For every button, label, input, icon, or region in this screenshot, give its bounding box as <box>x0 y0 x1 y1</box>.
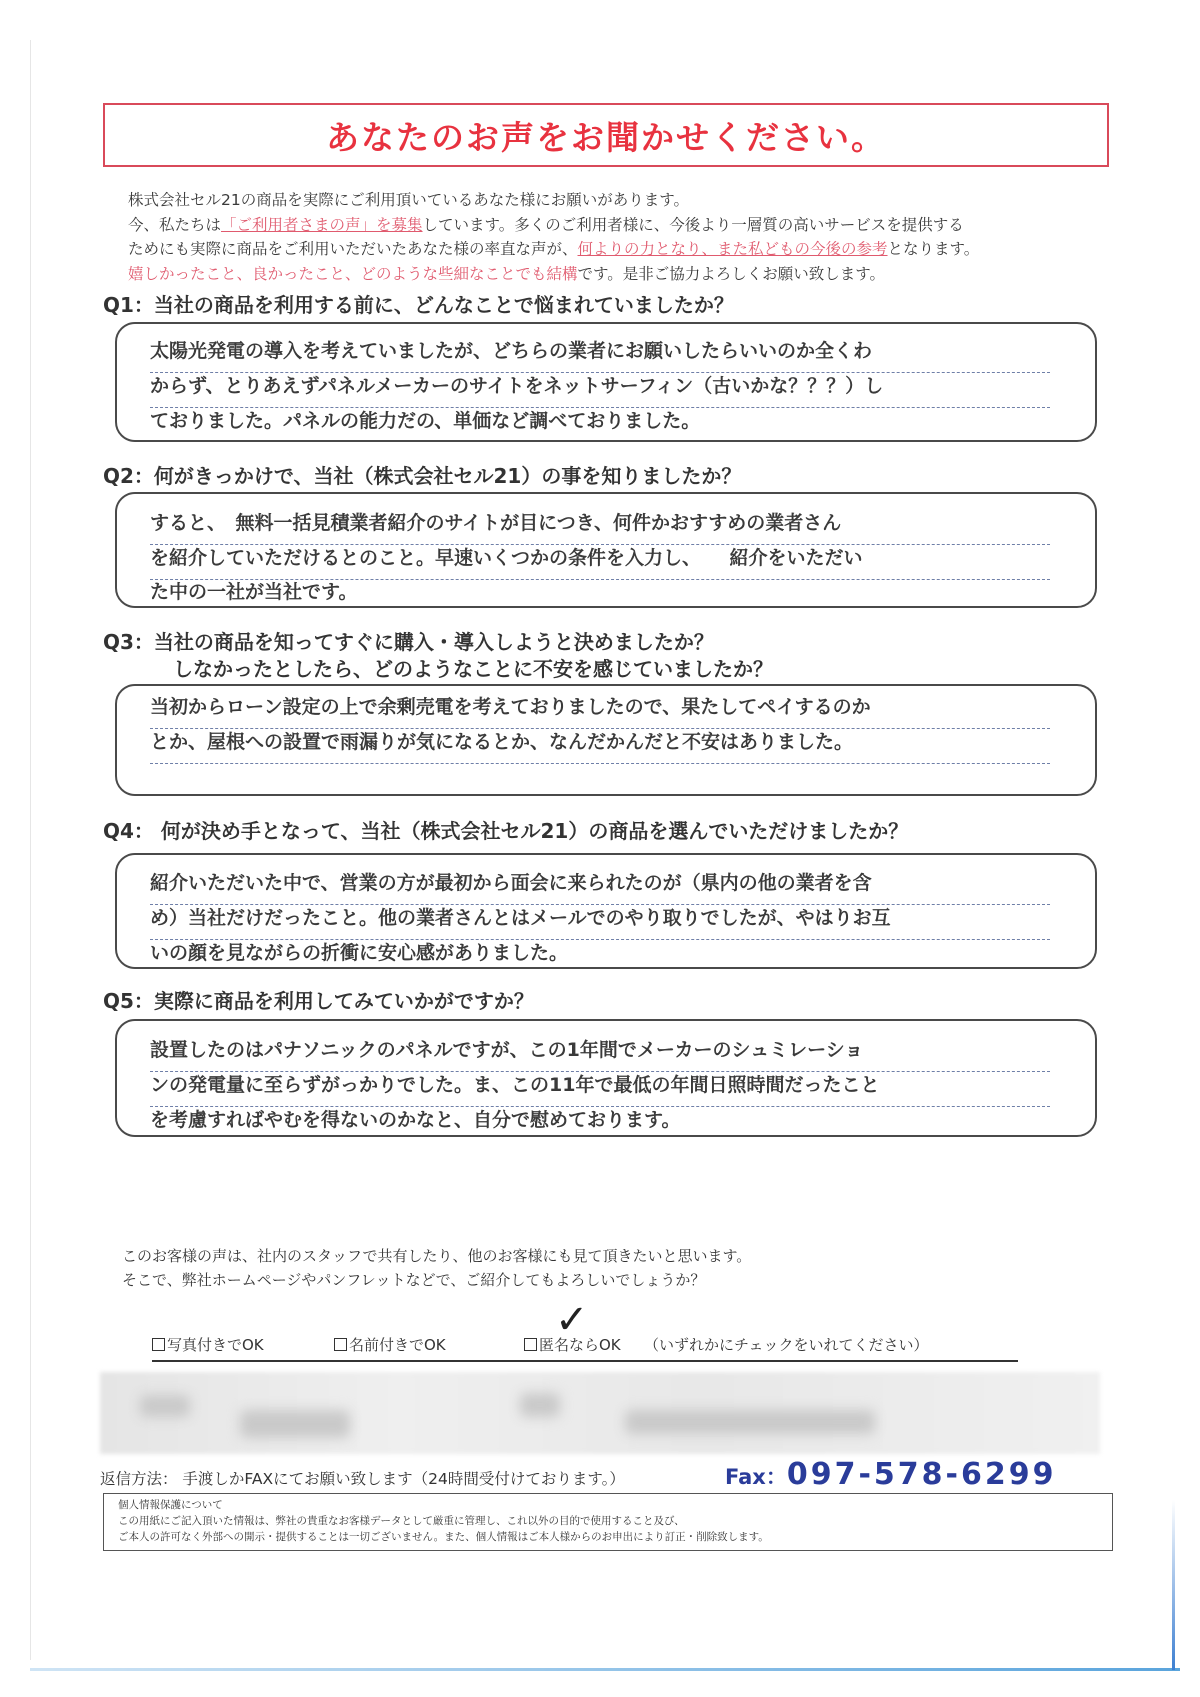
answer-3-line-2: とか、屋根への設置で雨漏りが気になるとか、なんだかんだと不安はありました。 <box>150 725 1050 764</box>
checkbox-name[interactable] <box>334 1338 347 1351</box>
question-3-label: Q3：当社の商品を知ってすぐに購入・導入しようと決めましたか？ <box>103 630 714 654</box>
checkbox-anonymous[interactable] <box>524 1338 537 1351</box>
title-box <box>103 103 1109 167</box>
answer-1-line-1: 太陽光発電の導入を考えていましたが、どちらの業者にお願いしたらいいのか全くわ <box>150 334 1050 373</box>
intro-line-3-c: となります。 <box>887 240 980 258</box>
redacted-name-icon <box>240 1410 350 1438</box>
answer-2-line-3: た中の一社が当社です。 <box>150 581 358 603</box>
intro-line-3-a: ためにも実際に商品をご利用いただいたあなた様の率直な声が、 <box>128 240 578 258</box>
answer-4-line-3: いの顔を見ながらの折衝に安心感がありました。 <box>150 942 569 964</box>
reply-method: 返信方法： 手渡しかFAXにてお願い致します（24時間受付けております。） <box>100 1470 625 1488</box>
redacted-label-icon <box>140 1395 190 1417</box>
question-4-label: Q4： 何が決め手となって、当社（株式会社セル21）の商品を選んでいただけましたか？ <box>103 819 909 843</box>
answer-5-line-2: ンの発電量に至らずがっかりでした。ま、この11年で最低の年間日照時間だったこと <box>150 1068 1050 1107</box>
answer-2-line-2: を紹介していただけるとのこと。早速いくつかの条件を入力し、 紹介をいただい <box>150 541 1050 580</box>
intro-line-4 <box>128 262 1088 287</box>
scan-edge-right <box>1172 1500 1175 1670</box>
page-edge <box>30 40 31 1660</box>
option-photo-label: 写真付きでOK <box>167 1336 264 1354</box>
intro-line-3 <box>128 237 1088 262</box>
answer-3-line-1: 当初からローン設定の上で余剰売電を考えておりましたので、果たしてペイするのか <box>150 690 1050 729</box>
answer-5-line-3: を考慮すればやむを得ないのかなと、自分で慰めております。 <box>150 1109 681 1131</box>
question-5-label: Q5：実際に商品を利用してみていかがですか？ <box>103 989 534 1013</box>
intro-line-2-a: 今、私たちは <box>128 215 222 234</box>
intro-line-1: 株式会社セル21の商品を実際にご利用頂いているあなた様にお願いがあります。 <box>128 191 689 209</box>
scan-edge-bottom <box>30 1668 1180 1671</box>
handwritten-check-icon: ✓ <box>555 1297 589 1343</box>
option-anonymous-label: 匿名ならOK <box>539 1336 621 1354</box>
fax-label: Fax： <box>725 1465 787 1489</box>
redacted-label-icon <box>520 1393 560 1417</box>
question-2-label: Q2：何がきっかけで、当社（株式会社セル21）の事を知りましたか？ <box>103 464 742 488</box>
privacy-line-1: この用紙にご記入頂いた情報は、弊社の貴重なお客様データとして厳重に管理し、これ以外の目的で使用すること及び、 <box>118 1515 685 1527</box>
intro-line-4-b: です。是非ご協力よろしくお願い致します。 <box>577 264 886 283</box>
intro-line-2 <box>128 213 1088 238</box>
answer-4-line-2: め）当社だけだったこと。他の業者さんとはメールでのやり取りでしたが、やはりお互 <box>150 901 1050 940</box>
question-3-label-line-2: しなかったとしたら、どのようなことに不安を感じていましたか？ <box>173 657 773 681</box>
privacy-heading: 個人情報保護について <box>118 1499 223 1511</box>
answer-1-line-2: からず、とりあえずパネルメーカーのサイトをネットサーフィン（古いかな？？？）し <box>150 369 1050 408</box>
option-name-label: 名前付きでOK <box>349 1336 446 1354</box>
intro-line-4-highlight: 嬉しかったこと、良かったこと、どのような些細なことでも結構 <box>128 264 578 283</box>
intro-line-2-c: しています。多くのご利用者様に、今後より一層質の高いサービスを提供する <box>422 215 964 234</box>
answer-3-line-3 <box>150 760 1050 798</box>
intro-line-3-highlight: 何よりの力となり、また私どもの今後の参考 <box>577 240 888 258</box>
option-photo[interactable] <box>152 1334 264 1355</box>
privacy-line-2: ご本人の許可なく外部への開示・提供することは一切ございません。また、個人情報はご本人様からのお申出により訂正・削除致します。 <box>118 1531 769 1543</box>
consent-line-2: そこで、弊社ホームページやパンフレットなどで、ご紹介してもよろしいでしょうか？ <box>122 1271 706 1289</box>
consent-line-1: このお客様の声は、社内のスタッフで共有したり、他のお客様にも見て頂きたいと思います。 <box>122 1247 752 1265</box>
answer-1-line-3: ておりました。パネルの能力だの、単価など調べておりました。 <box>150 410 701 432</box>
answer-5-line-1: 設置したのはパナソニックのパネルですが、この1年間でメーカーのシュミレーショ <box>150 1033 1050 1072</box>
answer-4-line-1: 紹介いただいた中で、営業の方が最初から面会に来られたのが（県内の他の業者を含 <box>150 866 1050 905</box>
option-note: （いずれかにチェックをいれてください） <box>644 1336 929 1354</box>
intro-text <box>128 188 1088 286</box>
consent-text <box>122 1244 751 1292</box>
question-1-label: Q1：当社の商品を利用する前に、どんなことで悩まれていましたか？ <box>103 293 734 317</box>
checkbox-photo[interactable] <box>152 1338 165 1351</box>
privacy-notice <box>103 1493 1113 1551</box>
page-title: あなたのお声をお聞かせください。 <box>326 117 886 157</box>
redacted-address-icon <box>625 1410 875 1434</box>
answer-2-line-1: すると、 無料一括見積業者紹介のサイトが目につき、何件かおすすめの業者さん <box>150 506 1050 545</box>
fax-number: 097-578-6299 <box>786 1457 1057 1492</box>
option-name[interactable] <box>334 1334 446 1355</box>
fax-info <box>725 1457 1057 1492</box>
intro-line-2-highlight: 「ご利用者さまの声」を募集 <box>221 215 423 234</box>
